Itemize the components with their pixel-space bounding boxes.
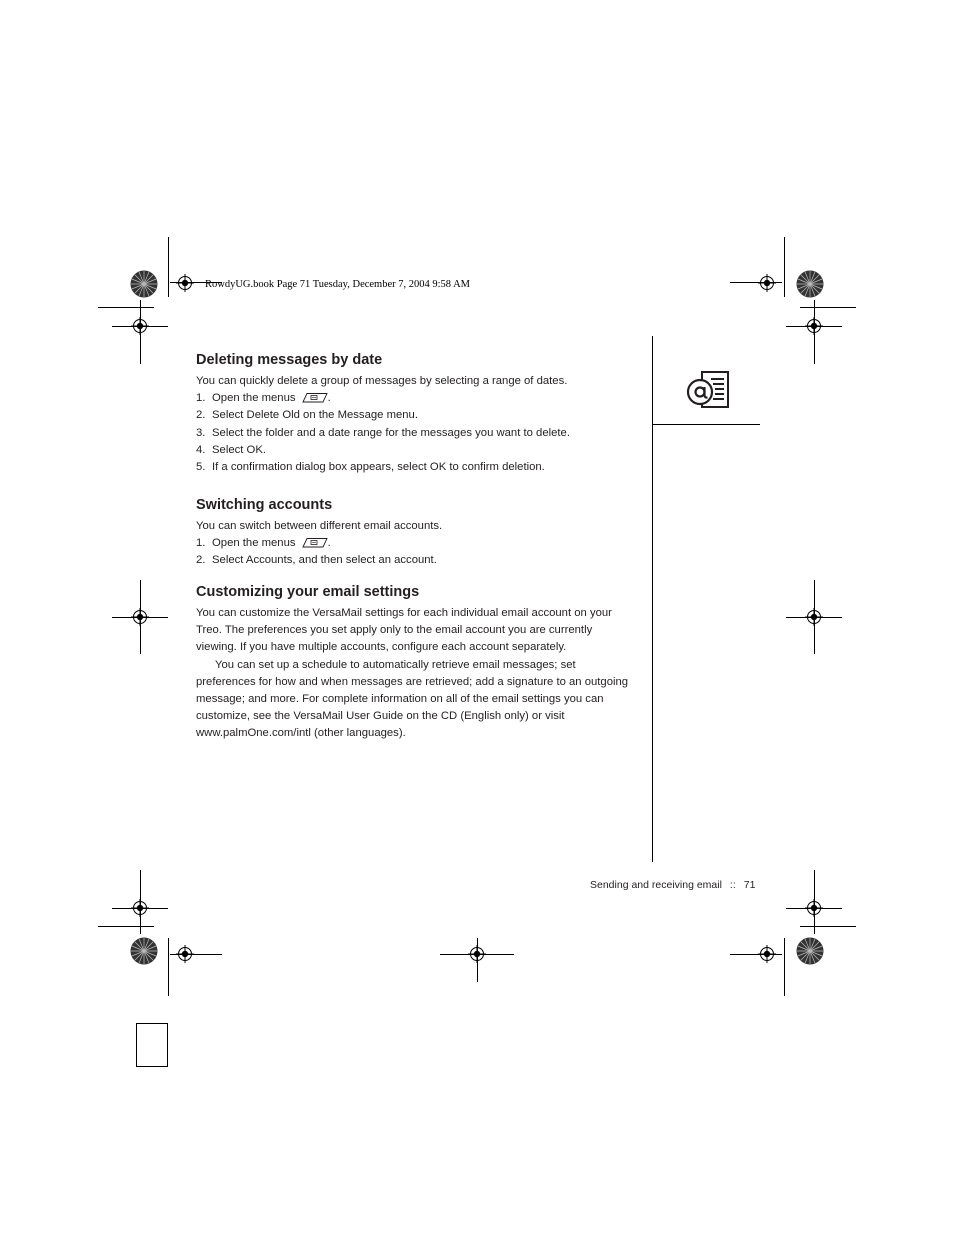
section-heading: Deleting messages by date — [196, 352, 383, 368]
chapter-tab-rule — [652, 424, 760, 425]
registration-mark-icon — [131, 608, 149, 626]
body-paragraph: You can customize the VersaMail settings for each individual email account on your Treo. The preferences you set apply only to the email account you are currently viewing. If you have multiple accounts, configure each account separately. — [196, 607, 612, 654]
registration-mark-icon — [805, 608, 823, 626]
step-list — [196, 390, 636, 476]
registration-mark-icon — [176, 945, 194, 963]
sunburst-mark-icon — [796, 270, 824, 298]
menu-key-icon — [302, 537, 328, 548]
section-deleting — [196, 350, 636, 476]
email-at-document-icon — [686, 370, 732, 410]
crop-mark — [98, 307, 154, 308]
registration-mark-icon — [131, 899, 149, 917]
crop-mark — [98, 926, 154, 927]
section-intro: You can switch between different email accounts. — [196, 520, 443, 532]
crop-mark — [784, 237, 785, 297]
registration-mark-icon — [758, 274, 776, 292]
sunburst-mark-icon — [130, 270, 158, 298]
list-item: 2. Select Delete Old on the Message menu. — [196, 409, 418, 422]
registration-mark-icon — [468, 945, 486, 963]
page-number: 71 — [743, 879, 756, 891]
menu-key-icon — [302, 392, 328, 403]
registration-mark-icon — [176, 274, 194, 292]
list-item: 3. Select the folder and a date range for the messages you want to delete. — [196, 426, 570, 439]
footer-separator: :: — [729, 879, 736, 891]
crop-mark — [168, 938, 169, 996]
sunburst-mark-icon — [796, 937, 824, 965]
section-heading: Customizing your email settings — [196, 584, 420, 600]
footer-chapter: Sending and receiving email — [590, 879, 722, 891]
page-footer — [590, 879, 755, 891]
slug-line: RowdyUG.book Page 71 Tuesday, December 7, 2004 9:58 AM — [205, 279, 471, 290]
list-item: 1. Open the menus . — [196, 537, 331, 550]
step-list — [196, 535, 636, 569]
list-item: 2. Select Accounts, and then select an account. — [196, 554, 437, 567]
crop-mark — [168, 237, 169, 297]
body-paragraph: You can set up a schedule to automatically retrieve email messages; set preferences for how and when messages are retrieved; add a signature to an outgoing message; and more. For complete information on all of the email settings you can customize, see the VersaMail User Guide on the CD (English only) or visit www.palmOne.com/intl (other languages). — [196, 658, 629, 740]
crop-mark — [800, 307, 856, 308]
bleed-box — [136, 1023, 168, 1067]
registration-mark-icon — [131, 317, 149, 335]
section-heading: Switching accounts — [196, 497, 333, 513]
section-switching — [196, 495, 636, 570]
section-customizing — [196, 582, 636, 743]
list-item: 1. Open the menus . — [196, 392, 331, 405]
sunburst-mark-icon — [130, 937, 158, 965]
section-intro: You can quickly delete a group of messages by selecting a range of dates. — [196, 375, 568, 387]
registration-mark-icon — [758, 945, 776, 963]
registration-mark-icon — [805, 317, 823, 335]
registration-mark-icon — [805, 899, 823, 917]
list-item: 5. If a confirmation dialog box appears, select OK to confirm deletion. — [196, 461, 545, 474]
crop-mark — [800, 926, 856, 927]
chapter-divider — [652, 336, 653, 862]
list-item: 4. Select OK. — [196, 443, 266, 456]
crop-mark — [784, 938, 785, 996]
